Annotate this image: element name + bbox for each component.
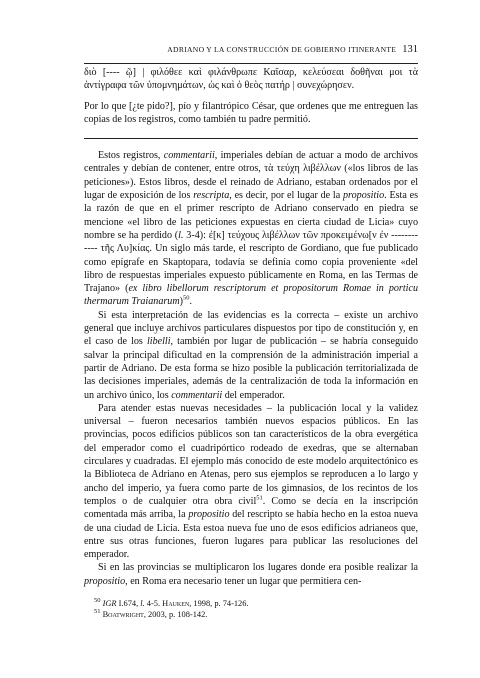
block-quote-separator xyxy=(84,138,418,139)
page-number: 131 xyxy=(402,44,418,55)
page-body xyxy=(84,66,418,620)
paragraph-1: Estos registros, commentarii, imperiales debían de actuar a modo de archivos centrales y debían de contener, entre otros, τὰ τεύχη λιβέλλων («los libros de las peticiones»). Estos libros, desde el reinado de Adriano, estaban ordenados por el lugar de exposición de los rescripta, es decir, por el lugar de la propositio. Esta es la razón de que en el primer rescripto de Adriano conservado en piedra se mencione «el libro de las peticiones expuestas en cierta ciudad de Licia» cuyo nombre se ha perdido (l. 3-4): ἐ[κ] τεύχους λιβέλλων τῶν προκειμένω[ν ἐν ------------ τῆς Λυ]κίας. Un siglo más tarde, el rescripto de Gordiano, que fue publicado como epígrafe en Skaptopara, todavía se definía como copia proveniente «del libro de respuestas imperiales expuesto públicamente en Roma, en las Termas de Trajano» (ex libro libellorum rescriptorum et propositorum Romae in porticu thermarum Traianarum)$^{50}$. xyxy=(84,150,419,308)
footnote-ref-50: 50 xyxy=(183,295,190,303)
footnote-50: $^{50}$ IGR I.674, l. 4-5. Hauken, 1998, p. 74-126. xyxy=(94,597,249,608)
footnote-ref-51: 51 xyxy=(256,494,263,502)
running-title: ADRIANO Y LA CONSTRUCCIÓN DE GOBIERNO ITINERANTE xyxy=(167,45,397,54)
paragraph-2: Si esta interpretación de las evidencias es la correcta – existe un archivo general que incluye archivos particulares dispuestos por tipo de constitución y, en el caso de los libelli, también por lugar de publicación – se habría conseguido salvar la principal dificultad en la comprensión de la administración imperial a partir de Adriano. De esta forma se hizo posible la publicación territorializada de las decisiones imperiales, además de la centralización de toda la información en un archivo único, los commentarii del emperador. xyxy=(84,309,418,401)
footnote-51: $^{51}$ Boatwright, 2003, p. 108-142. xyxy=(94,608,208,620)
quotation-translation: Por lo que [¿te pido?], pío y filantrópico César, que ordenes que me entreguen las copias de los registros, como también tu padre permitió. xyxy=(84,100,418,125)
paragraph-3: Para atender estas nuevas necesidades – la publicación local y la validez universal – fueron necesarios también nuevos espacios públicos. En las provincias, pocos edificios públicos son tan característicos de la obra evergética del emperador como el cuadripórtico rodeado de exedras, que se alternaban circulares y cuadradas. El ejemplo más conocido de este modelo arquitectónico es la Biblioteca de Adriano en Atenas, pero sus ejemplos se reproducen a lo largo y ancho del imperio, ya fuera como parte de los gimnasios, de los recintos de los templos o de cualquier otra obra civil$^{51}$. Como se decía en la inscripción comentada más arriba, la propositio del rescripto se había hecho en la estoa nueva de una ciudad de Licia. Esta estoa nueva fue uno de esos edificios adrianeos que, entre sus otras funciones, fueron lugares para publicar las resoluciones del emperador. xyxy=(84,402,418,561)
running-header xyxy=(84,44,418,64)
paragraph-4: Si en las provincias se multiplicaron los lugares donde era posible realizar la propositio, en Roma era necesario tener un lugar que permitiera cen- xyxy=(84,562,418,587)
footnotes xyxy=(84,598,418,620)
greek-quotation: διὸ [---- ῷ] | φιλόθεε καὶ φιλάνθρωπε Καῖσαρ, κελεύσεαι δοθῆναι μοι τὰ ἀντίγραφα τῶν ὑπομνημάτων, ὡς καὶ ὁ θεὸς πατήρ | συνεχώρησεν. xyxy=(84,67,418,92)
